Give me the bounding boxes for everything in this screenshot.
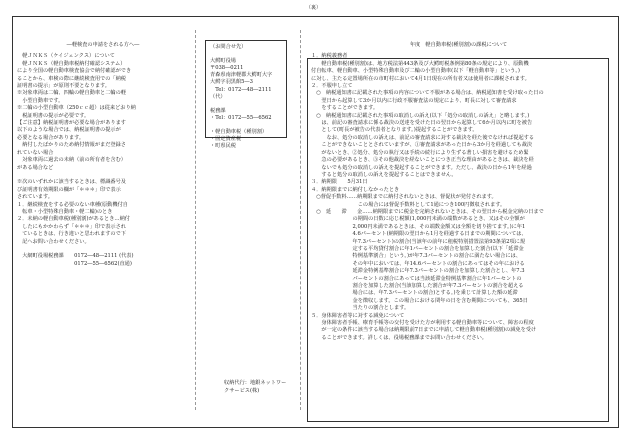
notice-line: されています。: [17, 194, 53, 201]
payment-agent-line-2: クサービス(株): [224, 388, 260, 394]
notice-line: 大網町役場税務課 0172―48―2111 (代表): [17, 253, 134, 260]
tax-info-line: 2,000円未満であるときは、その端数金額又は全額を切り捨てます。)に年1: [311, 223, 526, 230]
tax-info-box: [307, 58, 609, 422]
notice-line: 税証明書の提示が必要です。: [17, 112, 90, 119]
tax-info-line: ないでも処分の取消しの訴えを提起することができます。ただし、裁決の日から1年を経過: [311, 164, 532, 171]
contact-line: ・固定資産税: [210, 136, 242, 143]
tax-info-line: すると処分の取消しの訴えを提起することはできません。: [311, 171, 457, 178]
notice-line: 対象車両に過去の未納（前の所有者を含む）: [17, 157, 126, 164]
contact-line: 税務課: [210, 107, 226, 114]
notice-line: 軽ＪＮＫＳ（ケイジェンクス）について: [17, 53, 115, 60]
payment-agent-line-1: 収納代行：地銀ネットワー: [224, 380, 287, 386]
contact-line: 大鰐町役場: [210, 58, 236, 65]
tax-info-line: １．納税義務者: [311, 53, 348, 60]
notice-line: １．継続検査をする必要のない車種(原動機付自: [17, 201, 128, 208]
notice-line: ２．未納の軽自動車税(種別割)があるとき…納付: [17, 216, 130, 223]
notice-column: [17, 42, 189, 268]
tax-info-line: ４．納期限までに納付しなかったとき: [311, 186, 400, 193]
notice-line: 納付したばかりのため納付情報がまだ登録さ: [17, 142, 126, 149]
tax-info-line: この場合には督促手数料として1通につき100円徴収されます。: [311, 201, 506, 208]
payment-agent-note: [224, 379, 314, 395]
tax-info-line: 年7.3パーセント)の割合(当該年の前年に租税特別措置法第93条第2項に規: [311, 238, 526, 245]
tax-info-line: ２．不服申し立て: [311, 83, 353, 90]
tax-info-line: ３．納期限 5月31日: [311, 179, 368, 186]
notice-line: 軽ＪＮＫＳ（軽自動車税納付確認システム）: [17, 60, 126, 67]
notice-line: 【ご注意】納税証明書が必要な場合があります: [17, 120, 126, 127]
contact-line: ・Tel：0172―55―6562: [210, 114, 272, 121]
contact-line: ・町県民税: [210, 143, 236, 150]
tax-info-line: 4.6パーセント(納期限の翌日から1月を経過する日までの期間については、: [311, 231, 527, 238]
notice-line: 必要となる場合があります。: [17, 134, 85, 141]
tax-info-line: 金を徴収します。この場合における閏年の日を含む期間についても、365日: [311, 297, 528, 304]
tax-info-line: ○督促手数料……納期限までに納付されないときは、督促状が発付されます。: [311, 194, 497, 201]
tax-info-line: 当たりの割合とします。: [311, 305, 410, 312]
notice-title: ―軽検査の申請をされる方へ―: [66, 42, 140, 48]
notice-line: 転車・小型特殊自動車・軽二輪)のとき: [17, 208, 113, 215]
notice-line: 以下のような場合では、納税証明書の提示が: [17, 127, 121, 134]
tax-info-line: 延滞金特例基準割合に年7.3パーセントの割合を加算した割合とし、年7.3: [311, 268, 525, 275]
tax-info-line: 軽自動車税(種別割)は、地方税法第443条及び大鰐町税条例第80条の規定により、原動機: [311, 60, 529, 67]
contact-line: Tel：0172―48―2111（代）: [210, 86, 272, 100]
column-divider-right: [300, 30, 301, 410]
notice-line: がある場合など: [17, 164, 54, 171]
contact-line: 大鰐字羽黒館5―3: [210, 79, 253, 86]
notice-line: 証明書の提示」が原則不要となります。: [17, 83, 110, 90]
notice-line: ※次のいずれかに該当するときは、標識番号及: [17, 179, 126, 186]
notice-line: れていない場合: [17, 149, 54, 156]
tax-info-line: ことができないこととされていますが、①審査請求があった日から3か月を経過しても裁決: [311, 142, 533, 149]
notice-line: により全国の軽自動車検査協会で納付確認ができ: [17, 68, 132, 75]
tax-info-line: 定する平均貸付割合に年1パーセントの割合を加算した割合(以下「延滞金: [311, 245, 524, 252]
notice-line: ※対象車両は二輪、四輪の軽自動車と二輪の軽: [17, 90, 126, 97]
tax-info-line: ○ 納税通知書に記載された事項の取消しの訴え(以下「処分の取消しの訴え」と略します。): [311, 112, 530, 119]
notice-line: 小型自動車です。: [17, 97, 64, 104]
tax-info-line: 急の必要があるとき、③その他裁決を経ないことにつき正当な理由があるときは、裁決を経: [311, 157, 534, 164]
tax-info-line: が一定の条件に該当する場合は納期限前7日までに申請して軽自動車税(種別割)の減免を受け: [311, 327, 537, 334]
contact-line: （お問合せ先）: [210, 44, 247, 50]
tax-info-line: パーセントの割合にあっては当該延滞金特例基準割合に年1パーセントの: [311, 275, 522, 282]
tax-info-line: は、前記の審査請求に係る裁決の送達を受けた日の翌日から起算して6か月以内に町を被告: [311, 120, 533, 127]
notice-line: び証明書有効期限の欄が「＊＊＊」印で表示: [17, 186, 121, 193]
tax-info-line: なお、処分の取消しの訴えは、前記の審査請求に対する裁決を経た後でなければ提起する: [311, 134, 535, 141]
tax-info-title: 年度 軽自動車税(種別割)の課税について: [409, 42, 508, 48]
notice-line: したにもかかわらず「＊＊＊」印で表示され: [17, 223, 126, 230]
tax-info-line: 付自転車、軽自動車、小型特殊自動車及び二輪の小型自動車(以下「軽自動車等」という。): [311, 68, 520, 75]
tax-info-line: がないとき、②処分、処分の執行又は手続の続行により生ずる著しい損害を避けるため緊: [311, 149, 529, 156]
tax-info-line: ５．身体障害者等に対する減免について: [311, 312, 405, 319]
tax-info-line: をすることができます。: [311, 105, 379, 112]
page-side-mark: （裏）: [306, 5, 322, 11]
tax-info-line: の期間の日数に応じ税額(1,000円未満の端数があるとき、又はその全額が: [311, 216, 525, 223]
tax-info-line: 割合を加算した割合(当該加算した割合が年7.3パーセントの割合を超える: [311, 283, 524, 289]
tax-info-line: ○ 延 滞 金……納期限までに税金を完納されないときは、その翌日から税金完納の日まで: [311, 208, 544, 215]
column-divider-left: [195, 30, 196, 410]
notice-line: 0172―55―6562(直通): [17, 260, 132, 267]
contact-line: 青森県南津軽郡大鰐町大字: [210, 72, 273, 79]
tax-info-line: 特例基準割合」という。)が年7.3パーセントの割合に満たない場合には、: [311, 253, 521, 260]
tax-info-line: ○ 納税通知書に記載された事項の内容について不服がある場合は、納税通知書を受け取った日の: [311, 90, 544, 97]
tax-info-line: として(町長が被告の代表者となります。)提起することができます。: [311, 127, 478, 134]
contact-line: ・軽自動車税（種別割）: [210, 129, 268, 136]
tax-info-line: 身体障害者手帳、療育手帳等の交付を受けた方が利用する軽自動車等について、障害の程度: [311, 320, 534, 327]
notice-line: 記へお問い合わせください。: [17, 238, 90, 245]
tax-info-line: 翌日から起算して3か月以内に行政不服審査法の規定により、町長に対して審査請求: [311, 97, 517, 104]
tax-info-line: に対し、主たる定置場所在の市町村において4月1日現在の所有者又は使用者に課税されます。: [311, 75, 530, 82]
notice-line: ることから、車検の際に継続検査用での「納税: [17, 75, 126, 82]
tax-info-line: 場合には、年7.3パーセントの割合)とする。)を乗じて計算した額の延滞: [311, 290, 518, 297]
contact-line: 〒038―0211: [210, 65, 244, 72]
tax-info-line: ることができます。詳しくは、役場税務課までお問い合わせください。: [311, 334, 487, 341]
contact-line: [210, 101, 282, 108]
contact-box: [205, 40, 287, 150]
tax-info-line: その年中においては、年14.6パーセントの割合にあってはその年における: [311, 260, 525, 267]
notice-line: ※二輪の小型自動車（250ｃｃ超）は従来どおり納: [17, 105, 136, 112]
notice-line: ているときは、行き違いと思われますので下: [17, 231, 126, 238]
